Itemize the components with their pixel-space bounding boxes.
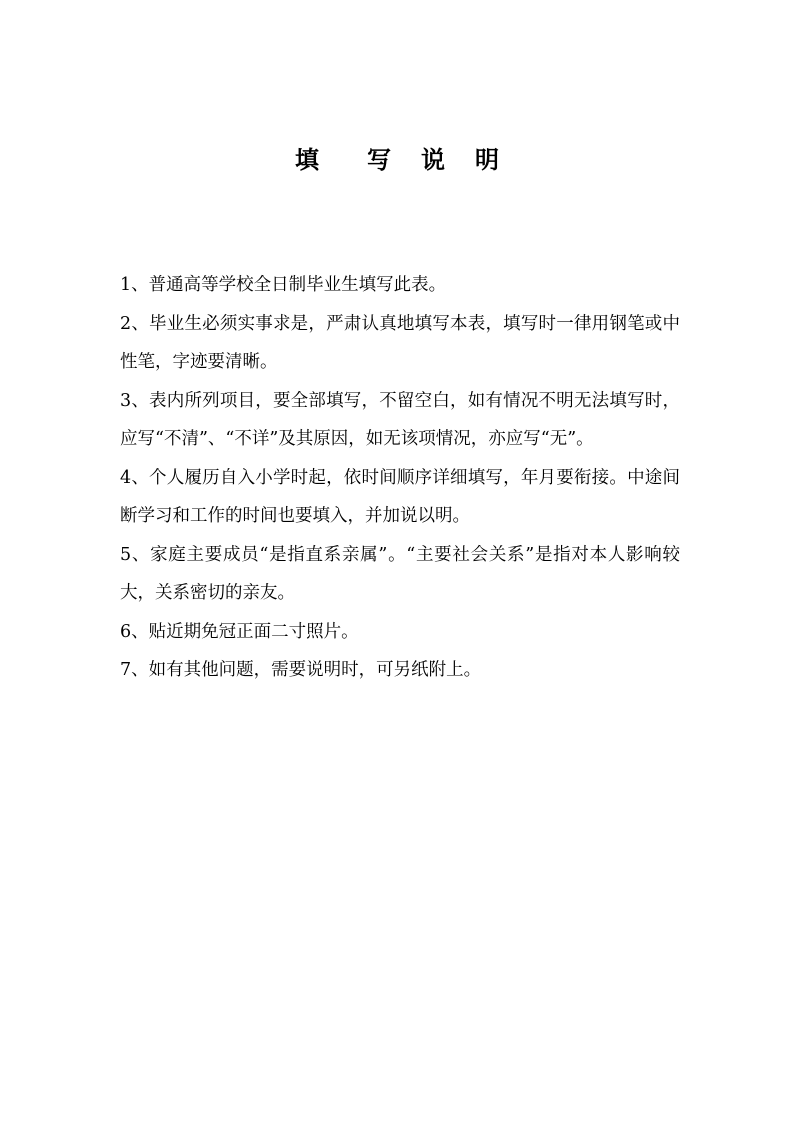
instruction-item-4: 4、个人履历自入小学时起，依时间顺序详细填写，年月要衔接。中途间断学习和工作的时间也要填入，并加说以明。	[120, 467, 680, 526]
instruction-item-1: 1、普通高等学校全日制毕业生填写此表。	[120, 275, 447, 295]
title-char: 填	[295, 145, 319, 174]
page-title	[0, 140, 794, 180]
instruction-item-6: 6、贴近期免冠正面二寸照片。	[120, 621, 359, 642]
instruction-item-5: 5、家庭主要成员“是指直系亲属”。“主要社会关系”是指对本人影响较大，关系密切的亲友。	[120, 544, 680, 603]
instructions-list	[120, 266, 680, 690]
instruction-item-3: 3、表内所列项目，要全部填写，不留空白，如有情况不明无法填写时，应写“不清”、“不详”及其原因，如无该项情况，亦应写“无”。	[120, 390, 680, 449]
title-char: 明	[475, 145, 499, 174]
instruction-item-7: 7、如有其他问题，需要说明时，可另纸附上。	[120, 660, 482, 680]
instruction-item-2: 2、毕业生必须实事求是，严肃认真地填写本表，填写时一律用钢笔或中性笔，字迹要清晰。	[120, 313, 680, 372]
title-char: 写	[367, 145, 391, 174]
title-char: 说	[421, 145, 445, 174]
